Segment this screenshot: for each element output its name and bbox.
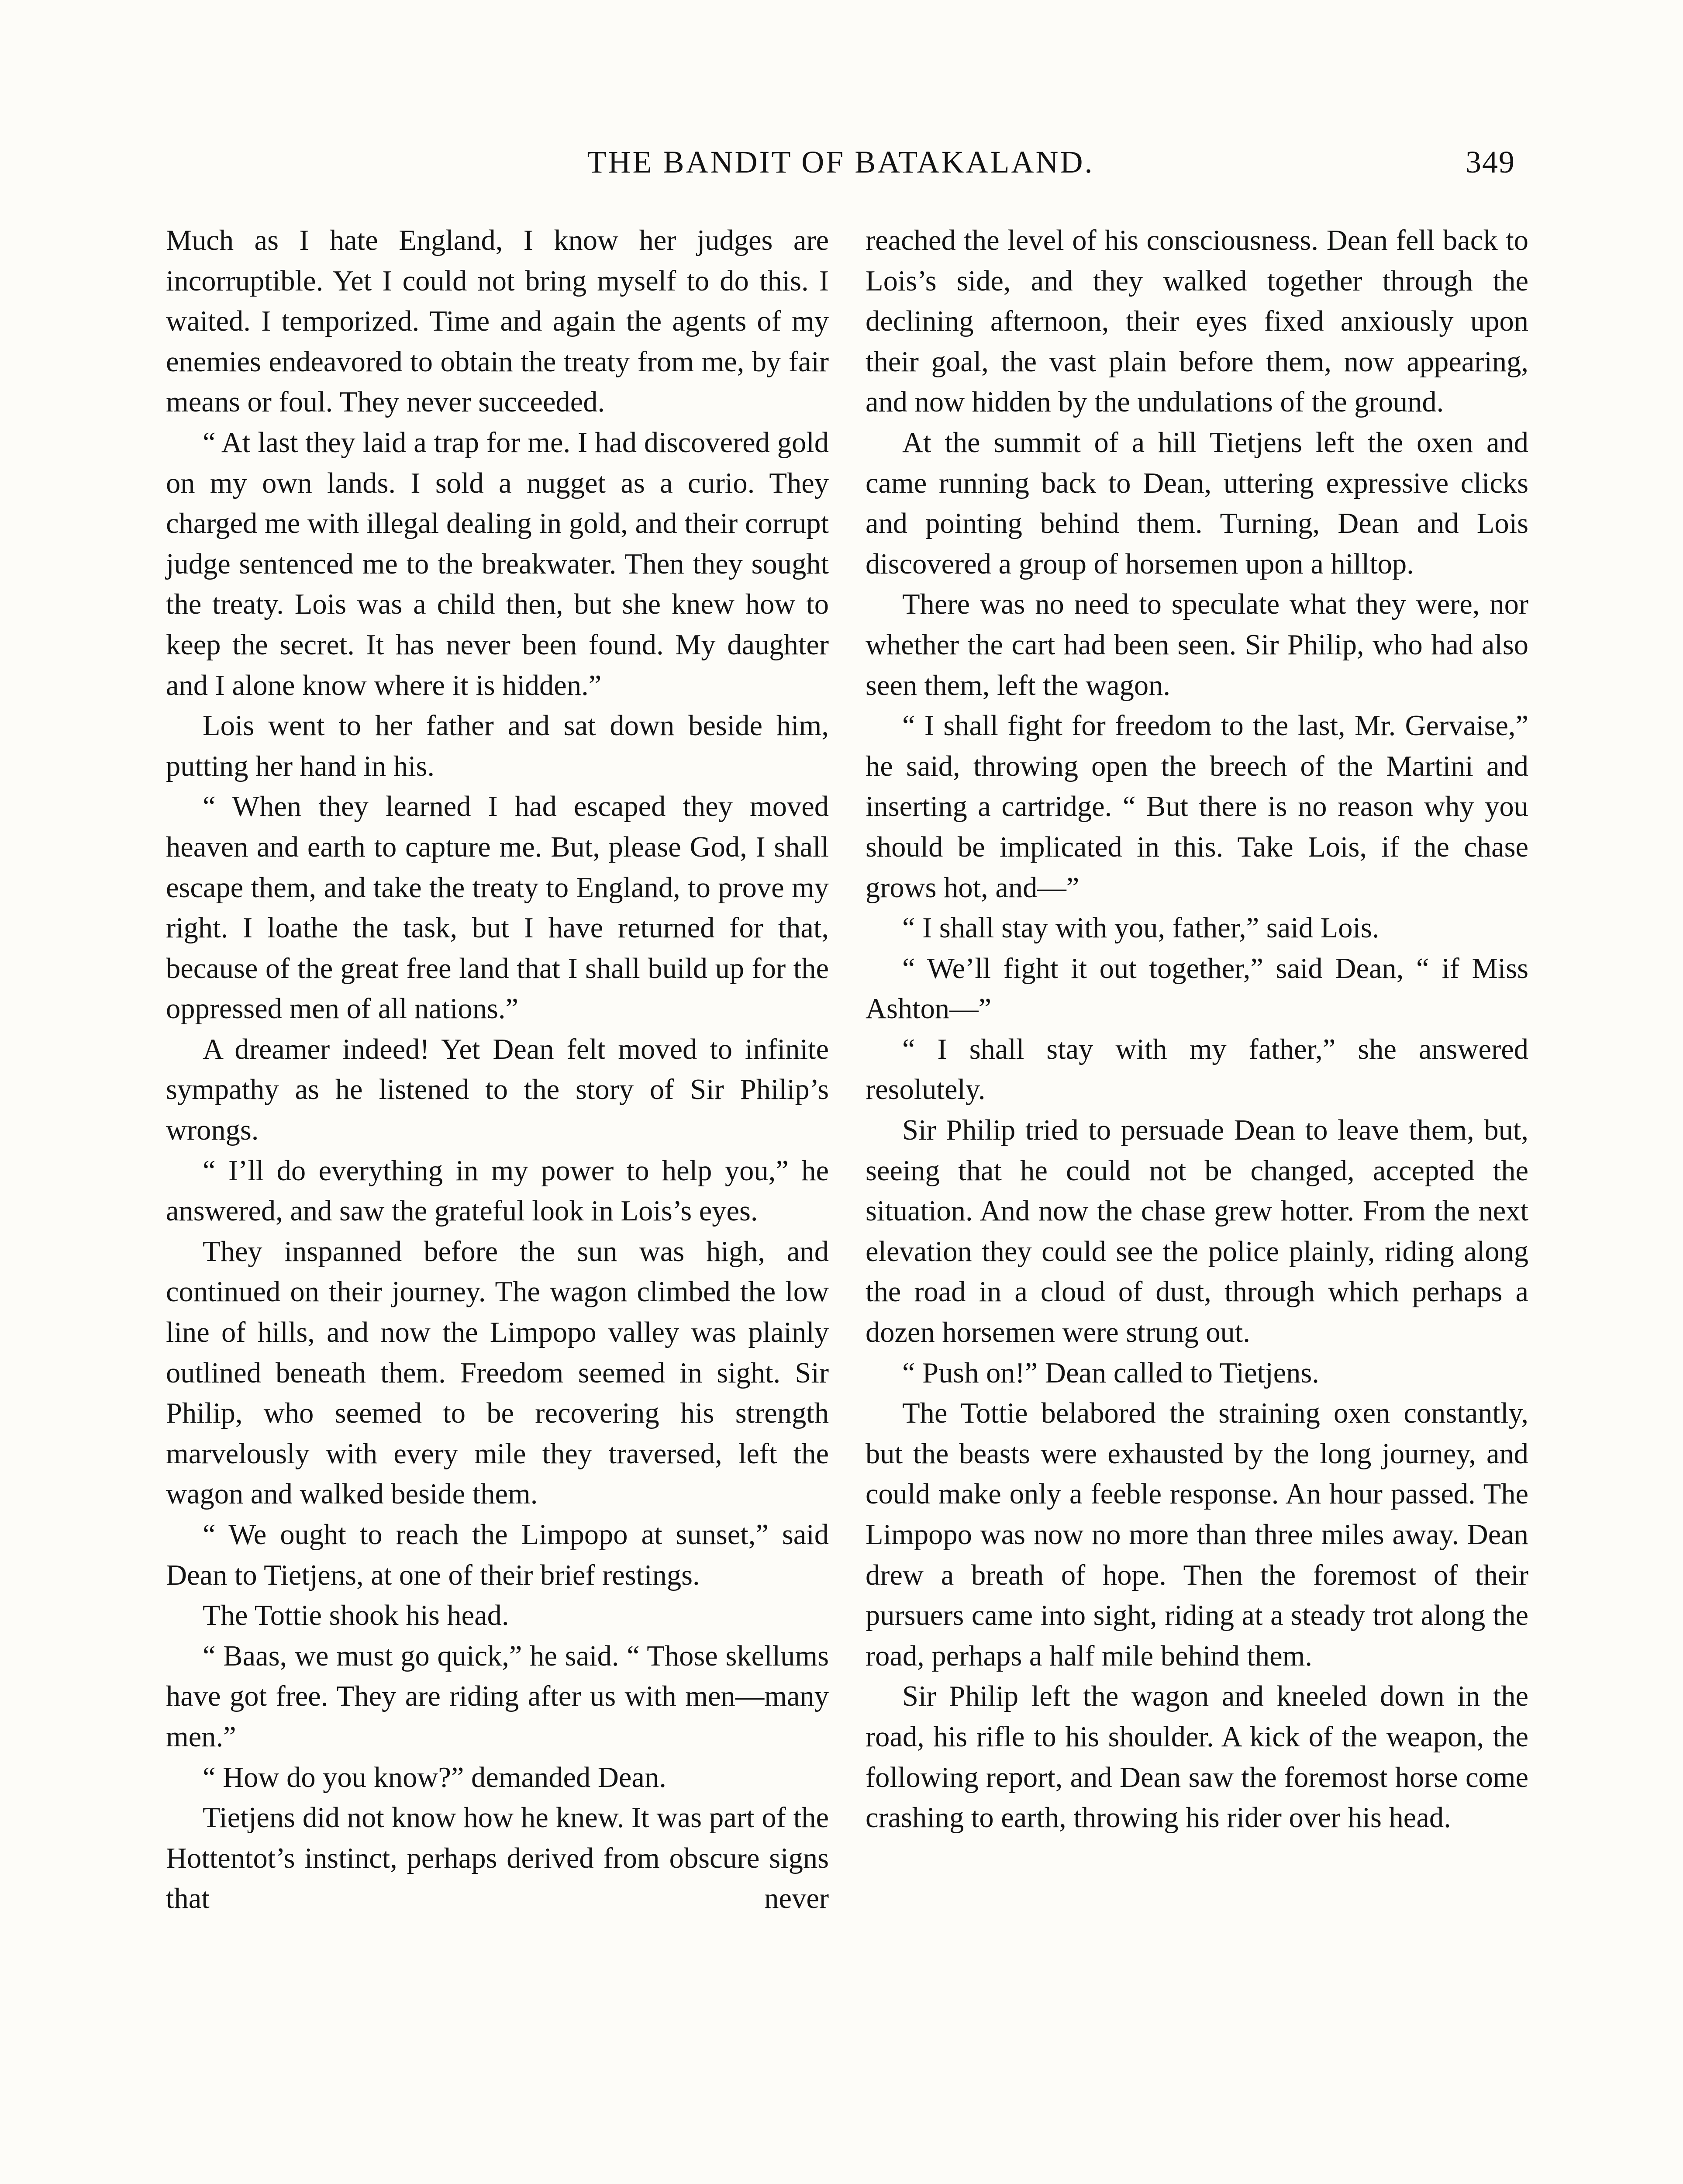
paragraph: Much as I hate England, I know her judges are incorruptible. Yet I could not bring myself to do this. I waited. I temporized. Time and again the agents of my enemies endeavored to obtain the treaty from me, by fair means or foul. They never succeeded.: [166, 225, 829, 418]
paragraph: “ We ought to reach the Limpopo at sunset,” said Dean to Tietjens, at one of their brief restings.: [166, 1519, 829, 1591]
page-number: 349: [1466, 145, 1515, 180]
paragraph: There was no need to speculate what they were, nor whether the cart had been seen. Sir Philip, who had also seen them, left the wagon.: [866, 588, 1528, 702]
paragraph: At the summit of a hill Tietjens left the oxen and came running back to Dean, uttering expressive clicks and pointing behind them. Turning, Dean and Lois discovered a group of horsemen upon a hilltop.: [866, 426, 1528, 580]
paragraph: Tietjens did not know how he knew. It was part of the Hottentot’s instinct, perhaps derived from obscure signs that never: [166, 1802, 829, 1915]
paragraph: “ How do you know?” demanded Dean.: [203, 1761, 666, 1794]
paragraph: “ When they learned I had escaped they moved heaven and earth to capture me. But, please God, I shall escape them, and take the treaty to England, to prove my right. I loathe the task, but I have returned for that, because of the great free land that I shall build up for the oppressed men of all nations.”: [166, 791, 829, 1025]
running-title: THE BANDIT OF BATAKALAND.: [587, 145, 1094, 180]
paragraph: Lois went to her father and sat down beside him, putting her hand in his.: [166, 710, 829, 782]
paragraph: They inspanned before the sun was high, and continued on their journey. The wagon climbed the low line of hills, and now the Limpopo valley was plainly outlined beneath them. Freedom seemed in sight. Sir Philip, who seemed to be recovering his strength marvelously with every mile they traversed, left the wagon and walked beside them.: [166, 1235, 829, 1510]
paragraph: The Tottie shook his head.: [203, 1600, 509, 1632]
paragraph: “ Push on!” Dean called to Tietjens.: [902, 1357, 1319, 1389]
paragraph: The Tottie belabored the straining oxen constantly, but the beasts were exhausted by the long journey, and could make only a feeble response. An hour passed. The Limpopo was now no more than three miles away. Dean drew a breath of hope. Then the foremost of their pursuers came into sight, riding at a steady trot along the road, perhaps a half mile behind them.: [866, 1397, 1528, 1672]
paragraph: “ We’ll fight it out together,” said Dean, “ if Miss Ashton—”: [866, 952, 1528, 1025]
paragraph: “ I’ll do everything in my power to help you,” he answered, and saw the grateful look in Lois’s eyes.: [166, 1154, 829, 1227]
paragraph: “ Baas, we must go quick,” he said. “ Those skellums have got free. They are riding after us with men—many men.”: [166, 1640, 829, 1753]
paragraph: Sir Philip left the wagon and kneeled down in the road, his rifle to his shoulder. A kick of the weapon, the following report, and Dean saw the foremost horse come crashing to earth, throwing his rider over his head.: [866, 1680, 1528, 1834]
paragraph: A dreamer indeed! Yet Dean felt moved to infinite sympathy as he listened to the story of Sir Philip’s wrongs.: [166, 1033, 829, 1147]
right-column: [866, 221, 1528, 1838]
left-column: [166, 221, 829, 1919]
paragraph: “ At last they laid a trap for me. I had discovered gold on my own lands. I sold a nugget as a curio. They charged me with illegal dealing in gold, and their corrupt judge sentenced me to the breakwater. Then they sought the treaty. Lois was a child then, but she knew how to keep the secret. It has never been found. My daughter and I alone know where it is hidden.”: [166, 426, 829, 702]
paragraph: “ I shall stay with you, father,” said Lois.: [902, 912, 1380, 944]
paragraph: “ I shall fight for freedom to the last, Mr. Gervaise,” he said, throwing open the breech of the Martini and inserting a cartridge. “ But there is no reason why you should be implicated in this. Take Lois, if the chase grows hot, and—”: [866, 710, 1528, 904]
paragraph: “ I shall stay with my father,” she answered resolutely.: [866, 1033, 1528, 1106]
running-header: [166, 140, 1515, 192]
paragraph: reached the level of his consciousness. Dean fell back to Lois’s side, and they walked together through the declining afternoon, their eyes fixed anxiously upon their goal, the vast plain before them, now appearing, and now hidden by the undulations of the ground.: [866, 225, 1528, 418]
paragraph: Sir Philip tried to persuade Dean to leave them, but, seeing that he could not be changed, accepted the situation. And now the chase grew hotter. From the next elevation they could see the police plainly, riding along the road in a cloud of dust, through which perhaps a dozen horsemen were strung out.: [866, 1114, 1528, 1349]
